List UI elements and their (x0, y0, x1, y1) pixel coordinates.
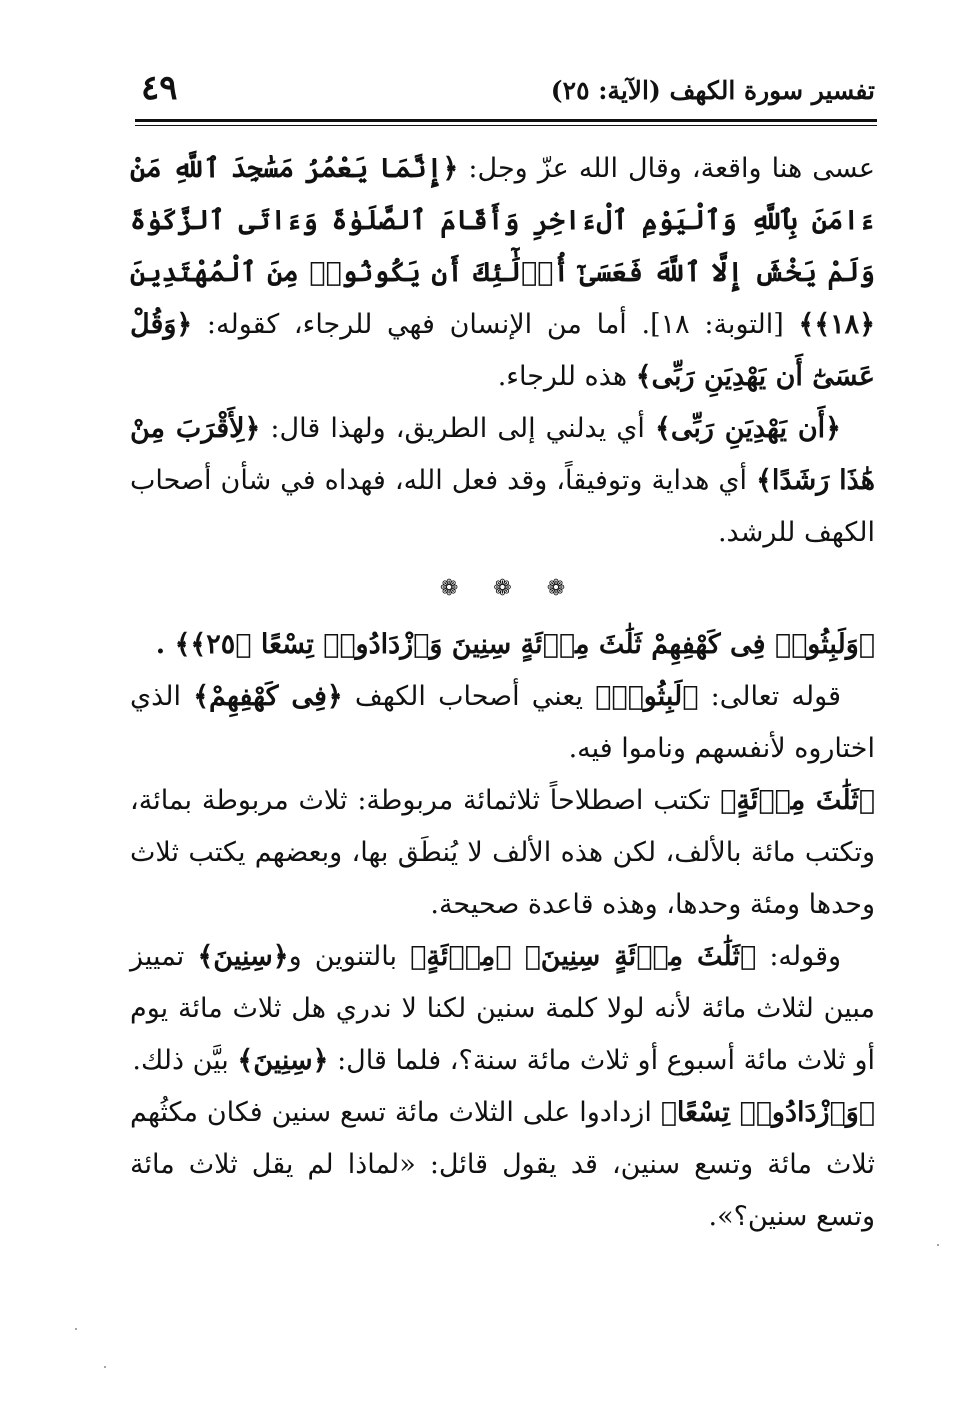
text-run: هذه للرجاء. (497, 361, 636, 392)
quran-quote: ﴿لِأَقْرَبَ مِنْ هَٰذَا رَشَدًا﴾ (130, 413, 876, 496)
quran-quote: ﴿مِا۟ئَةٍ﴾ (410, 941, 512, 972)
quran-quote: ﴿وَٱزْدَادُوا۟ تِسْعًا﴾ (660, 1097, 875, 1128)
running-title: تفسير سورة الكهف (الآية: ٢٥) (550, 76, 875, 105)
text-run: [التوبة: ١٨]. أما من الإنسان فهي للرجاء، كقوله: (192, 309, 799, 340)
quran-quote: ﴿سِنِينَ﴾ (197, 941, 289, 972)
quran-quote: ﴿فِى كَهْفِهِمْ﴾ (193, 681, 343, 712)
quran-quote: ﴿وَقُلْ عَسَىٰٓ أَن يَهْدِيَنِ رَبِّى﴾ (130, 309, 875, 392)
text-run: الذي اختاروه لأنفسهم وناموا فيه. (130, 681, 875, 764)
scan-speck (75, 1328, 77, 1330)
text-run: قوله تعالى: (698, 681, 841, 712)
flower-ornament-icon: ❁ (493, 576, 512, 601)
page-header (135, 68, 875, 120)
page-number: ٤٩ (141, 68, 178, 108)
text-run: تكتب اصطلاحاً ثلاثمائة مربوطة: ثلاث مربوطة بمائة، وتكتب مائة بالألف، لكن هذه الألف لا يُنطَق بها، وبعضهم يكتب ثلاث وحدها ومئة وحدها، وهذه قاعدة صحيحة. (130, 785, 875, 920)
quran-quote: ﴿أَن يَهْدِيَنِ رَبِّى﴾ (655, 413, 841, 444)
scan-speck (104, 1366, 106, 1368)
quran-quote: ﴿ثَلَٰثَ مِا۟ئَةٍ سِنِينَ﴾ (524, 941, 757, 972)
header-rule-thin (135, 125, 877, 126)
scan-speck (937, 1244, 939, 1246)
quran-quote: ﴿سِنِينَ﴾ (237, 1045, 329, 1076)
flower-ornament-icon: ❁ (439, 576, 459, 601)
text-run: أي يدلني إلى الطريق، ولهذا قال: (260, 413, 655, 444)
paragraph (130, 143, 875, 403)
quran-quote: ﴿لَبِثُوا۟﴾ (595, 681, 699, 712)
flower-ornament-icon: ❁ (546, 576, 566, 601)
commentary-paragraph (130, 1087, 875, 1243)
text-run: أي هداية وتوفيقاً، وقد فعل الله، فهداه في شأن أصحاب الكهف للرشد. (130, 465, 875, 548)
section-separator (130, 559, 875, 619)
verse-heading: ﴿وَلَبِثُوا۟ فِى كَهْفِهِمْ ثَلَٰثَ مِا۟ئَةٍ سِنِينَ وَٱزْدَادُوا۟ تِسْعًا ﴿٢٥﴾﴾ . (155, 629, 875, 660)
header-rule-thick (135, 119, 877, 122)
commentary-paragraph (130, 775, 875, 931)
body-text (130, 143, 875, 1243)
text-run: بالتنوين و (288, 941, 411, 972)
text-run: ازدادوا على الثلاث مائة تسع سنين فكان مكثُهم ثلاث مائة وتسع سنين، قد يقول قائل: «لماذا لم يقل ثلاث مائة وتسع سنين؟». (130, 1097, 875, 1232)
paragraph (130, 403, 875, 559)
commentary-paragraph (130, 931, 875, 1087)
text-run: تمييز مبين لثلاث مائة لأنه لولا كلمة سنين لكنا لا ندري هل ثلاث مائة يوم أو ثلاث مائة أسبوع أو ثلاث مائة سنة؟، فلما قال: (130, 941, 875, 1076)
text-run: بيَّن ذلك. (132, 1045, 238, 1076)
commentary-paragraph (130, 671, 875, 775)
quran-quote: ﴿ثَلَٰثَ مِا۟ئَةٍ﴾ (720, 785, 875, 816)
quran-quote: ﴿إِنَّمَا يَعْمُرُ مَسَٰجِدَ ٱللَّهِ مَنْ ءَامَنَ بِٱللَّهِ وَٱلْيَوْمِ ٱلْءَاخِرِ وَأَقَامَ ٱلصَّلَوٰةَ وَءَاتَى ٱلزَّكَوٰةَ وَلَمْ يَخْشَ إِلَّا ٱللَّهَ فَعَسَىٰٓ أُو۟لَٰٓئِكَ أَن يَكُونُوا۟ مِنَ ٱلْمُهْتَدِينَ ﴿١٨﴾﴾ (130, 153, 876, 340)
text-run: عسى هنا واقعة، وقال الله عزّ وجل: (458, 153, 876, 184)
text-run (511, 941, 524, 972)
text-run: يعني أصحاب الكهف (342, 681, 596, 712)
text-run: وقوله: (756, 941, 842, 972)
